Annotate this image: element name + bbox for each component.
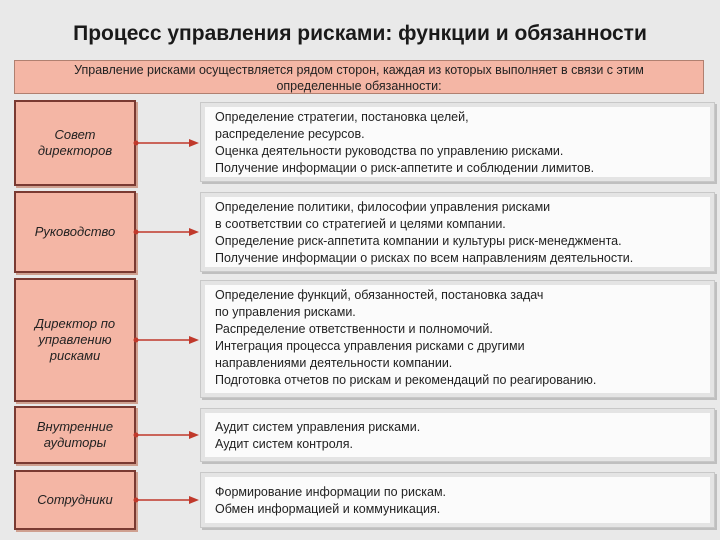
duty-line: по управления рисками. xyxy=(215,305,356,319)
duty-line: Обмен информацией и коммуникация. xyxy=(215,502,441,516)
duty-line: Интеграция процесса управления рисками с другими xyxy=(215,339,525,353)
arrow-management xyxy=(134,228,200,236)
duty-line: Оценка деятельности руководства по управлению рисками. xyxy=(215,144,564,158)
duty-line: Определение политики, философии управления рисками xyxy=(215,200,551,214)
role-label: Руководство xyxy=(34,224,116,239)
duty-line: Аудит систем управления рисками. xyxy=(215,420,421,434)
role-label: аудиторы xyxy=(43,435,107,450)
duty-line: Распределение ответственности и полномочий. xyxy=(215,322,493,336)
duty-line: Аудит систем контроля. xyxy=(215,437,353,451)
duty-line: распределение ресурсов. xyxy=(215,127,365,141)
duty-line: в соответствии со стратегией и целями компании. xyxy=(215,217,506,231)
role-label: Совет xyxy=(54,127,96,142)
role-label: рисками xyxy=(49,348,101,363)
intro-line: Управление рисками осуществляется рядом сторон, каждая из которых выполняет в связи с этим xyxy=(74,63,644,77)
arrow-board xyxy=(134,139,200,147)
role-label: Директор по xyxy=(34,316,116,331)
role-label: Внутренние xyxy=(36,419,114,434)
arrow-risk-director xyxy=(134,336,200,344)
duty-line: Определение риск-аппетита компании и культуры риск-менеджмента. xyxy=(215,234,622,248)
duty-line: Получение информации о рисках по всем направлениям деятельности. xyxy=(215,251,634,265)
duty-line: Определение стратегии, постановка целей, xyxy=(215,110,469,124)
duty-line: направлениями деятельности компании. xyxy=(215,356,453,370)
page-title: Процесс управления рисками: функции и обязанности xyxy=(73,22,647,45)
role-label: управлению xyxy=(38,332,112,347)
duty-line: Формирование информации по рискам. xyxy=(215,485,447,499)
role-label: директоров xyxy=(37,143,113,158)
role-label: Сотрудники xyxy=(37,492,113,507)
intro-line: определенные обязанности: xyxy=(276,79,442,93)
duty-line: Определение функций, обязанностей, постановка задач xyxy=(215,288,544,302)
arrow-employees xyxy=(134,496,200,504)
arrow-internal-auditors xyxy=(134,431,200,439)
duty-line: Получение информации о риск-аппетите и соблюдении лимитов. xyxy=(215,161,595,175)
duty-line: Подготовка отчетов по рискам и рекомендаций по реагированию. xyxy=(215,373,597,387)
